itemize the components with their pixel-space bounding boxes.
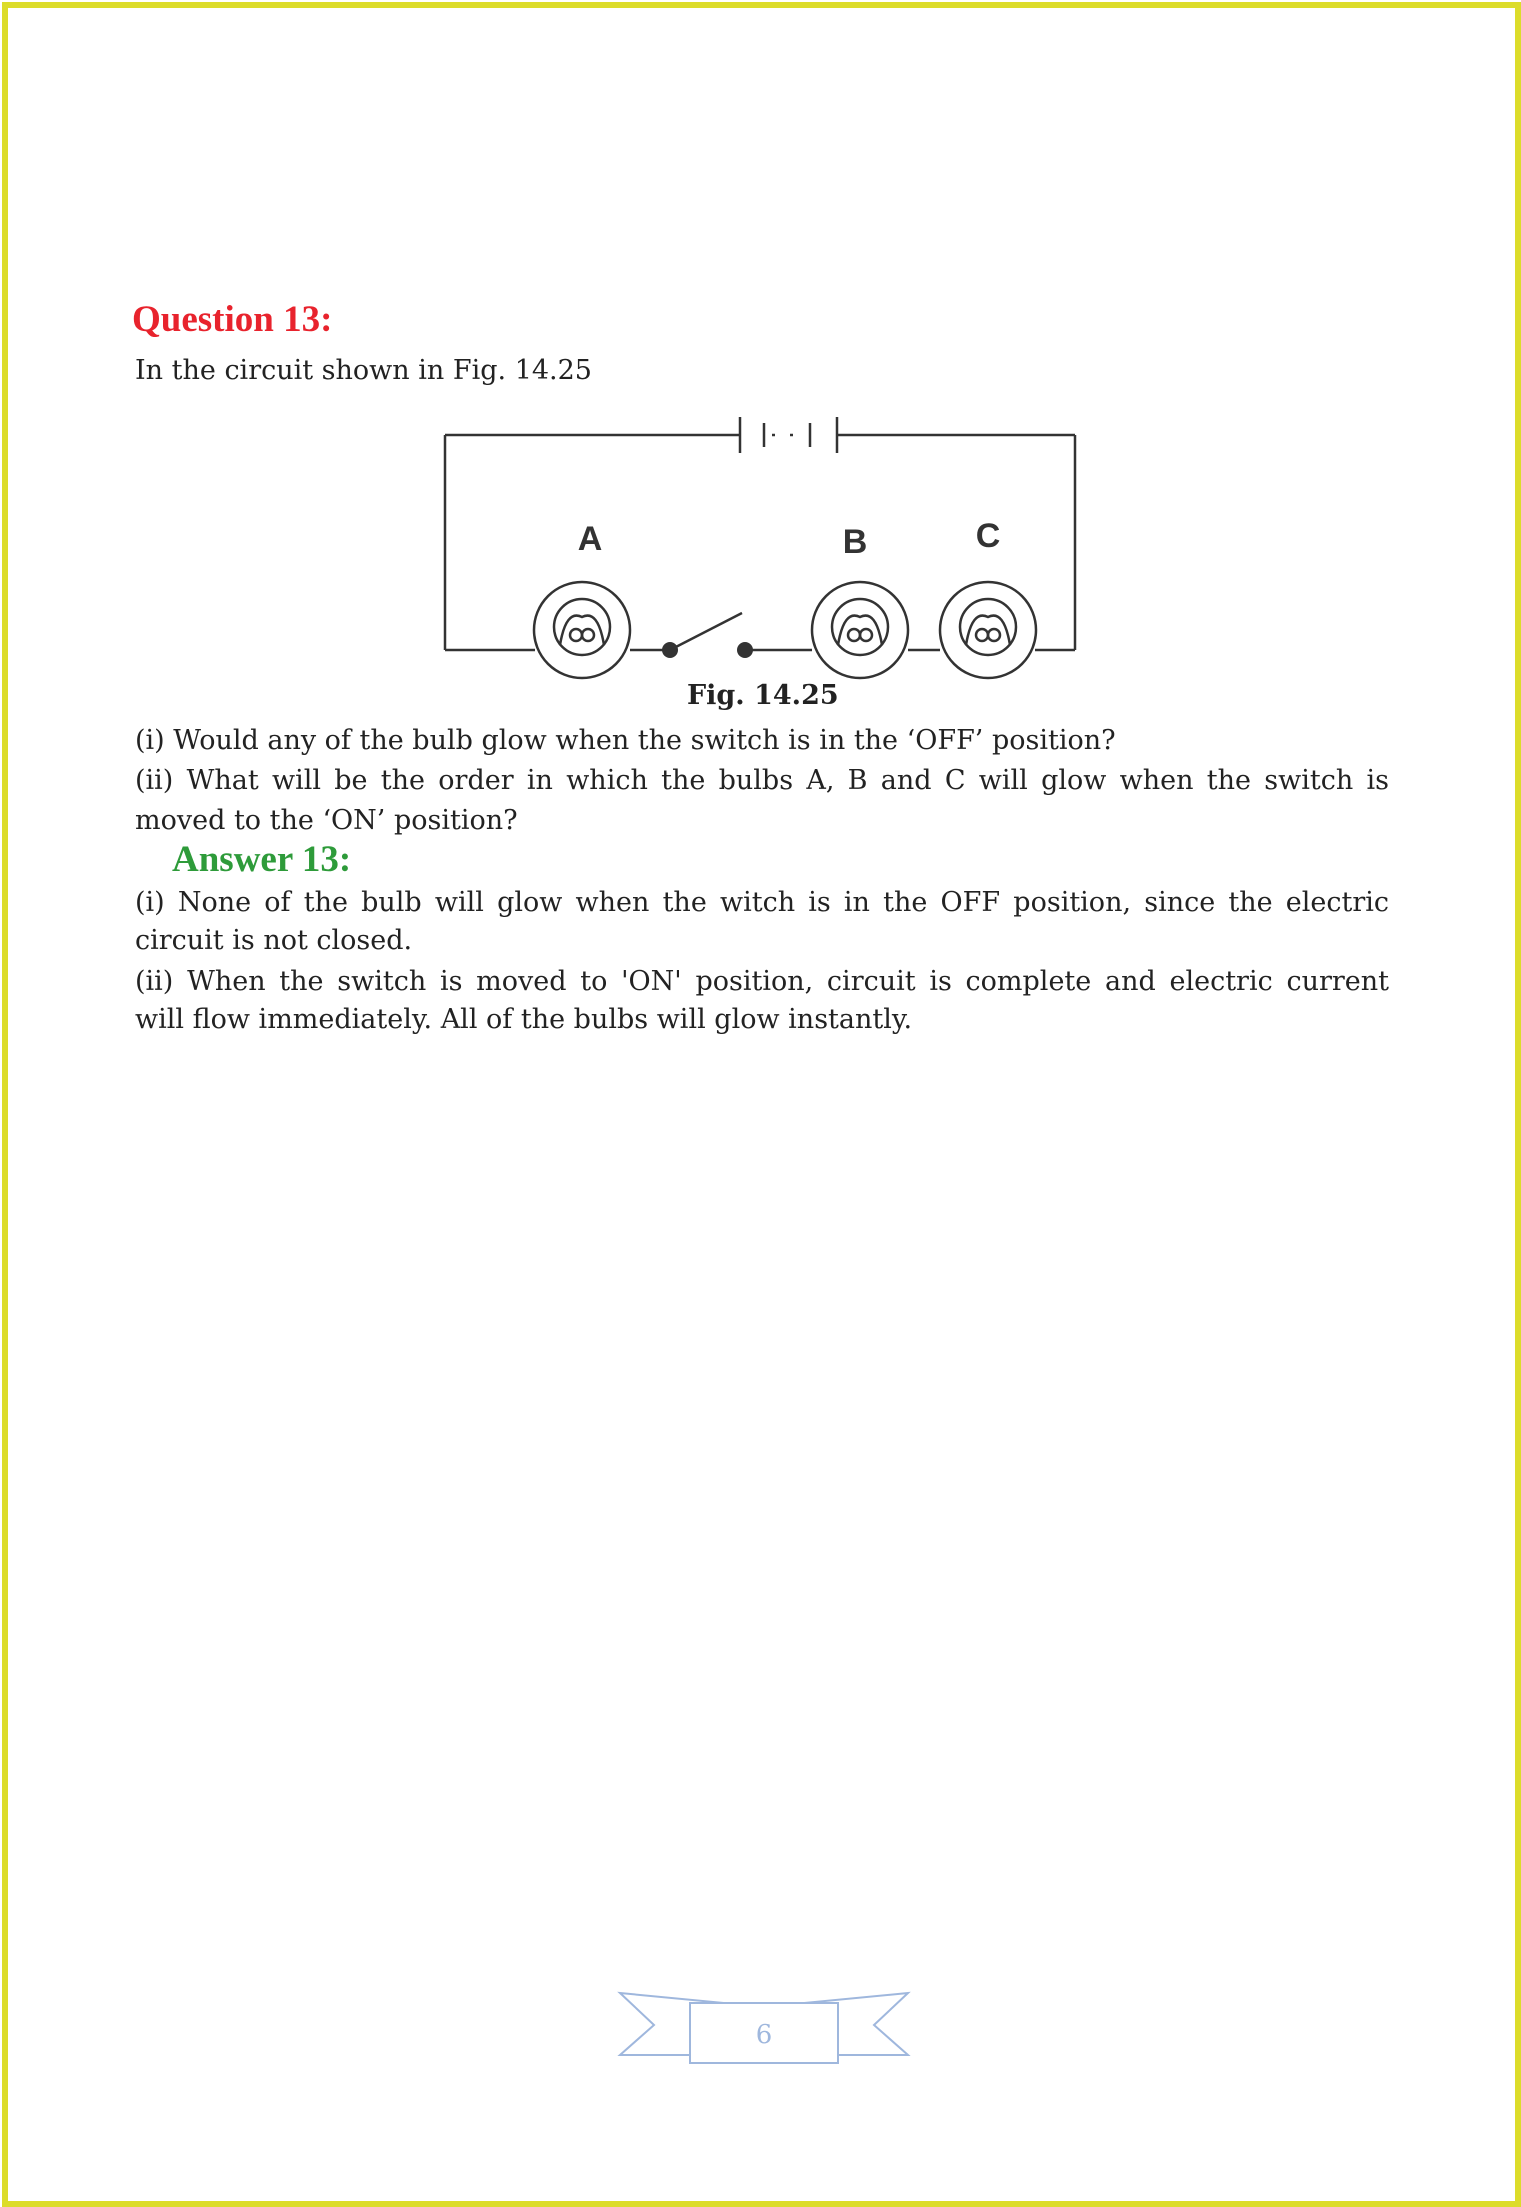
bulb-b xyxy=(812,582,908,678)
question-line-1: (i) Would any of the bulb glow when the switch is in the ‘OFF’ position? xyxy=(135,725,1116,756)
answer-heading: Answer 13: xyxy=(172,839,352,880)
page-number-badge xyxy=(614,1985,914,2075)
switch-terminal xyxy=(737,642,753,658)
answer-line-4: will flow immediately. All of the bulbs will glow instantly. xyxy=(135,1004,913,1035)
answer-line-1: (i) None of the bulb will glow when the witch is in the OFF position, since the electric xyxy=(135,887,1389,918)
bulb-b-label: B xyxy=(842,523,868,561)
switch-lever xyxy=(670,613,742,650)
bulb-a-label: A xyxy=(577,520,603,558)
answer-line-3: (ii) When the switch is moved to 'ON' position, circuit is complete and electric current xyxy=(135,966,1389,997)
circuit-diagram xyxy=(430,395,1090,690)
figure-caption: Fig. 14.25 xyxy=(687,680,839,711)
question-intro: In the circuit shown in Fig. 14.25 xyxy=(135,355,592,386)
bulb-a xyxy=(534,582,630,678)
switch-terminal xyxy=(662,642,678,658)
page-number: 6 xyxy=(755,2020,773,2050)
question-line-2: (ii) What will be the order in which the bulbs A, B and C will glow when the switch is xyxy=(135,765,1389,796)
bulb-c-label: C xyxy=(975,517,1001,555)
bulb-c xyxy=(940,582,1036,678)
question-line-3: moved to the ‘ON’ position? xyxy=(135,805,518,836)
question-heading: Question 13: xyxy=(132,299,333,340)
answer-line-2: circuit is not closed. xyxy=(135,925,413,956)
